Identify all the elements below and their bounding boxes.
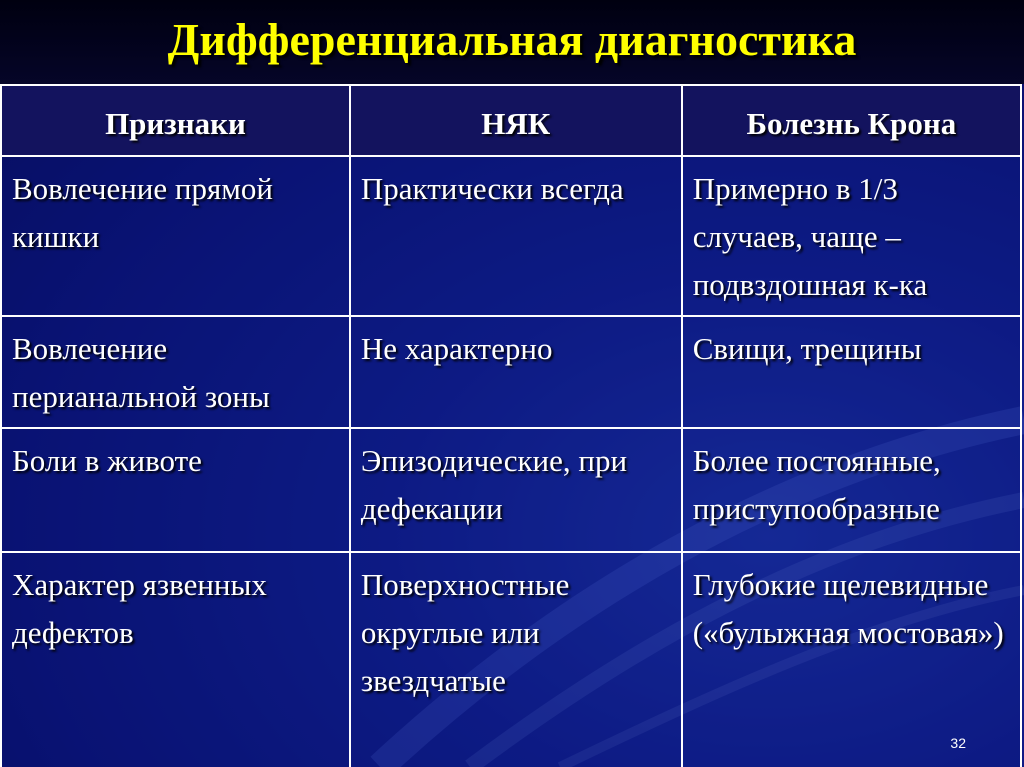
header-nyak: НЯК bbox=[350, 85, 682, 156]
cell-nyak: Поверхностные округлые или звездчатые bbox=[350, 552, 682, 767]
slide-number: 32 bbox=[950, 735, 966, 751]
cell-nyak: Эпизодические, при дефекации bbox=[350, 428, 682, 552]
cell-crohn: Свищи, трещины bbox=[682, 316, 1021, 428]
table-row bbox=[1, 316, 1021, 428]
cell-nyak: Не характерно bbox=[350, 316, 682, 428]
comparison-table bbox=[0, 84, 1022, 767]
cell-crohn: Глубокие щелевидные («булыжная мостовая») bbox=[682, 552, 1021, 767]
table-row bbox=[1, 428, 1021, 552]
cell-feature: Вовлечение перианальной зоны bbox=[1, 316, 350, 428]
slide-title: Дифференциальная диагностика bbox=[167, 14, 857, 65]
cell-feature: Вовлечение прямой кишки bbox=[1, 156, 350, 316]
table-header-row bbox=[1, 85, 1021, 156]
cell-nyak: Практически всегда bbox=[350, 156, 682, 316]
header-crohn: Болезнь Крона bbox=[682, 85, 1021, 156]
cell-feature: Характер язвенных дефектов bbox=[1, 552, 350, 767]
table-row bbox=[1, 156, 1021, 316]
header-features: Признаки bbox=[1, 85, 350, 156]
table-row bbox=[1, 552, 1021, 767]
cell-feature: Боли в животе bbox=[1, 428, 350, 552]
cell-crohn: Более постоянные, приступообразные bbox=[682, 428, 1021, 552]
cell-crohn: Примерно в 1/3 случаев, чаще – подвздошная к-ка bbox=[682, 156, 1021, 316]
